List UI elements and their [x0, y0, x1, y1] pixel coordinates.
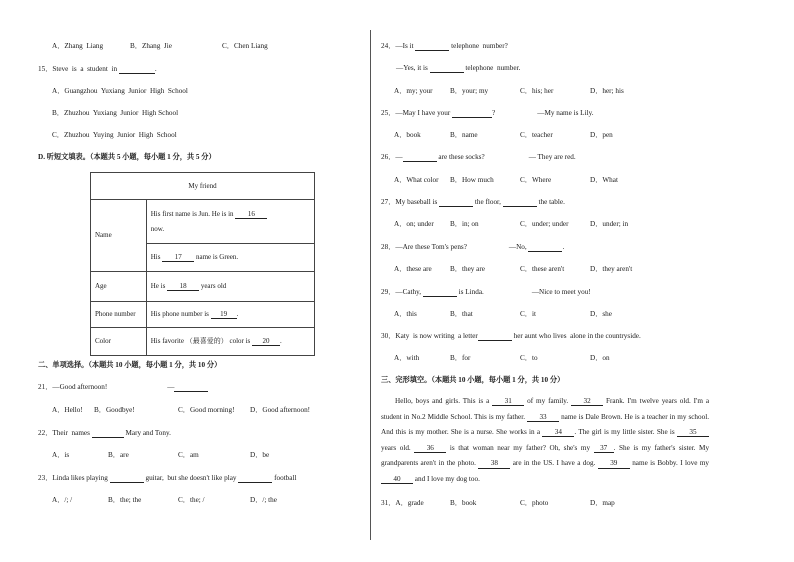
phone-label: Phone number: [91, 302, 147, 328]
blank-40: 40: [381, 476, 413, 484]
phone-cell: His phone number is 19 .: [146, 302, 314, 328]
blank-35: 35: [677, 429, 709, 437]
q29-option-c: C．it: [520, 310, 536, 318]
q14-option-c: C．Chen Liang: [222, 42, 268, 50]
my-friend-table: [90, 172, 315, 356]
q23-option-a: A．/; /: [52, 496, 73, 504]
blank-34: 34: [542, 429, 574, 437]
section-2-heading: 二、单项选择。（本题共 10 小题，每小题 1 分，共 10 分）: [38, 361, 222, 369]
q28-option-b: B．they are: [450, 265, 485, 273]
answer-20: 20: [252, 338, 280, 346]
q26-option-d: D．What: [590, 176, 618, 184]
q21-stem: 21．—Good afternoon! —: [38, 383, 208, 392]
q25-option-b: B．name: [450, 131, 478, 139]
q24-option-a: A．my; your: [394, 87, 433, 95]
answer-blank: [174, 384, 208, 392]
answer-blank: [238, 475, 272, 483]
q15-option-c: C．Zhuzhou Yuying Junior High School: [52, 131, 177, 139]
q28-option-a: A．these are: [394, 265, 432, 273]
q21-option-a: A．Hello!: [52, 406, 83, 414]
q14-option-a: A．Zhang Liang: [52, 42, 104, 50]
q24-stem-a: 24．—Is it telephone number?: [381, 42, 508, 50]
q23-option-d: D．/; the: [250, 496, 277, 504]
q24-stem-b: —Yes, it is telephone number.: [396, 64, 521, 72]
q24-option-d: D．her; his: [590, 87, 624, 95]
answer-blank: [430, 65, 464, 73]
answer-blank: [119, 66, 155, 74]
q29-stem: 29．—Cathy, is Linda. —Nice to meet you!: [381, 288, 591, 296]
answer-17: 17: [162, 254, 194, 262]
q28-option-c: C．these aren't: [520, 265, 565, 273]
blank-36: 36: [414, 445, 446, 453]
answer-19: 19: [211, 311, 237, 319]
blank-33: 33: [527, 414, 559, 422]
color-cell: His favorite （最喜爱的） color is 20 .: [146, 328, 314, 356]
answer-blank: [452, 110, 492, 118]
blank-37: 37: [594, 445, 614, 453]
q22-option-b: B．are: [108, 451, 129, 459]
answer-blank: [478, 333, 512, 341]
blank-39: 39: [598, 460, 630, 468]
q22-option-a: A．is: [52, 451, 70, 459]
q26-option-a: A．What color: [394, 176, 439, 184]
q15-stem: 15．Steve is a student in .: [38, 65, 157, 73]
q26-option-b: B．How much: [450, 176, 494, 184]
section-d-heading: D. 听短文填表。（本题共 5 小题，每小题 1 分，共 5 分）: [38, 153, 216, 161]
q30-option-b: B．for: [450, 354, 471, 362]
answer-blank: [423, 289, 457, 297]
q31-option-c: C．photo: [520, 499, 549, 507]
q23-option-b: B．the; the: [108, 496, 142, 504]
blank-38: 38: [478, 460, 510, 468]
q30-stem: 30．Katy is now writing a letter her aunt who lives alone in the countryside.: [381, 332, 641, 340]
q29-option-a: A．this: [394, 310, 417, 318]
answer-blank: [415, 43, 449, 51]
answer-18: 18: [167, 283, 199, 291]
q30-option-c: C．to: [520, 354, 538, 362]
section-3-heading: 三、完形填空。（本题共 10 小题，每小题 1 分，共 10 分）: [381, 376, 565, 384]
name-cell: His first name is Jun. He is in 16 now.: [146, 200, 314, 244]
name-cell-2: His 17 name is Green.: [146, 244, 314, 272]
q31-option-b: B．book: [450, 499, 477, 507]
q22-stem: 22．Their names Mary and Tony.: [38, 429, 171, 437]
q26-stem: 26．— are these socks? — They are red.: [381, 153, 576, 161]
q31-option-d: D．map: [590, 499, 615, 507]
q26-option-c: C．Where: [520, 176, 552, 184]
answer-blank: [403, 154, 437, 162]
q15-option-a: A．Guangzhou Yuxiang Junior High School: [52, 87, 188, 95]
q27-option-b: B．in; on: [450, 220, 479, 228]
answer-blank: [92, 430, 124, 438]
blank-32: 32: [571, 398, 603, 406]
q30-option-a: A．with: [394, 354, 420, 362]
q29-option-b: B．that: [450, 310, 473, 318]
answer-16: 16: [235, 211, 267, 219]
q31-option-a: 31．A．grade: [381, 499, 424, 507]
q25-stem: 25．—May I have your ? —My name is Lily.: [381, 109, 594, 117]
name-label: Name: [91, 200, 147, 272]
q15-option-b: B．Zhuzhou Yuxiang Junior High School: [52, 109, 179, 117]
q22-option-d: D．be: [250, 451, 270, 459]
q24-option-b: B．your; my: [450, 87, 489, 95]
q30-option-d: D．on: [590, 354, 610, 362]
q27-option-d: D．under; in: [590, 220, 629, 228]
answer-blank: [528, 244, 562, 252]
q23-stem: 23．Linda likes playing guitar, but she doesn't like play football: [38, 474, 297, 482]
q21-option-d: D．Good afternoon!: [250, 406, 311, 414]
q29-option-d: D．she: [590, 310, 612, 318]
color-label: Color: [91, 328, 147, 356]
blank-31: 31: [492, 398, 524, 406]
q21-option-c: C．Good morning!: [178, 406, 235, 414]
table-title: My friend: [91, 173, 315, 200]
answer-blank: [503, 199, 537, 207]
answer-blank: [110, 475, 144, 483]
q25-option-d: D．pen: [590, 131, 613, 139]
answer-blank: [439, 199, 473, 207]
column-divider: [370, 30, 371, 540]
age-cell: He is 18 years old: [146, 272, 314, 302]
q25-option-a: A．book: [394, 131, 421, 139]
age-label: Age: [91, 272, 147, 302]
q22-option-c: C．am: [178, 451, 199, 459]
q28-option-d: D．they aren't: [590, 265, 633, 273]
q28-stem: 28．—Are these Tom's pens? —No, .: [381, 243, 565, 251]
q14-option-b: B．Zhang Jie: [130, 42, 172, 50]
q23-option-c: C．the; /: [178, 496, 205, 504]
q27-option-c: C．under; under: [520, 220, 569, 228]
cloze-passage: Hello, boys and girls. This is a 31 of my family. 32 Frank. I'm twelve years old. I'm a student in No.2 Middle School. This is my father. 33 name is Dale Brown. He is a teacher in my school. And this is my mother. She is a nurse. She works in a 34 . The girl is my little sister. She is 35 years old. 36 is that woman near my father? Oh, she's my 37 . She is my father's sister. My grandparents aren't in the photo. 38 are in the US. I have a dog. 39 name is Bobby. I love my 40 and I love my dog too.: [381, 397, 710, 483]
q27-stem: 27．My baseball is the floor, the table.: [381, 198, 565, 206]
q27-option-a: A．on; under: [394, 220, 434, 228]
q24-option-c: C．his; her: [520, 87, 554, 95]
q25-option-c: C．teacher: [520, 131, 553, 139]
q21-option-b: B．Goodbye!: [94, 406, 135, 414]
